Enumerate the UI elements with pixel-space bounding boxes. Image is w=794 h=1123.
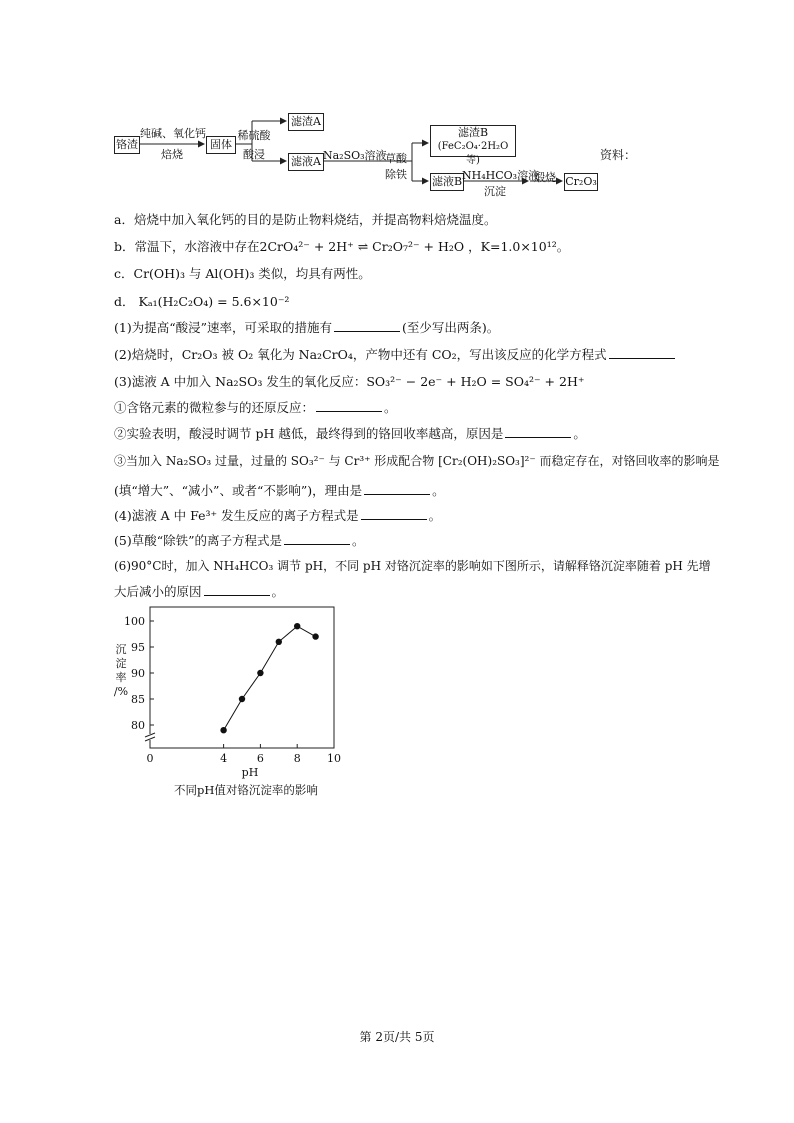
- question-6: (6)90°C时，加入 NH₄HCO₃ 调节 pH，不同 pH 对铬沉淀率的影响如下图所示，请解释铬沉淀率随着 pH 先增: [114, 559, 711, 573]
- q3-1-text: ①含铬元素的微粒参与的还原反应：: [114, 400, 315, 415]
- question-5: [114, 531, 365, 549]
- answer-blank-6[interactable]: [204, 585, 270, 596]
- answer-blank-3-1[interactable]: [316, 401, 382, 412]
- residue-b-line2: (FeC₂O₄·2H₂O等): [437, 141, 509, 166]
- y-axis-label-char: 率: [115, 671, 127, 684]
- question-2: [114, 345, 677, 363]
- data-point: [239, 696, 245, 702]
- answer-blank-4[interactable]: [361, 509, 427, 520]
- y-tick-label: 85: [131, 693, 145, 706]
- label-na2so3: Na₂SO₃溶液: [323, 149, 387, 162]
- q1-tail: (至少写出两条)。: [402, 320, 500, 335]
- q3-2-period: 。: [573, 426, 586, 441]
- q1-text: (1)为提高“酸浸”速率，可采取的措施有: [114, 320, 332, 335]
- data-point: [294, 623, 300, 629]
- label-dilute-acid: 稀硫酸: [237, 129, 271, 142]
- question-3-2: [114, 424, 586, 442]
- q5-period: 。: [352, 533, 365, 548]
- data-point: [312, 633, 318, 639]
- chart-frame: [114, 607, 341, 779]
- node-solid: 固体: [206, 136, 236, 154]
- precipitation-rate-chart: [100, 600, 360, 790]
- y-tick-label: 90: [131, 667, 145, 680]
- q3-3b-period: 。: [432, 483, 445, 498]
- q4-period: 。: [428, 508, 442, 523]
- node-residue-a: 滤渣A: [288, 113, 324, 131]
- question-1: [114, 318, 499, 336]
- label-acid-leach: 酸浸: [243, 148, 265, 161]
- material-d: d． Kₐ₁(H₂C₂O₄) = 5.6×10⁻²: [114, 294, 290, 309]
- node-cr2o3: Cr₂O₃: [564, 173, 598, 191]
- data-point: [257, 670, 263, 676]
- label-precipitate: 沉淀: [484, 185, 506, 198]
- x-tick-label: 4: [220, 752, 228, 765]
- data-point: [276, 639, 282, 645]
- q2-text: (2)焙烧时，Cr₂O₃ 被 O₂ 氧化为 Na₂CrO₄，产物中还有 CO₂，写出该反应的化学方程式: [114, 347, 607, 362]
- question-6b: [114, 582, 284, 600]
- label-iron-removal: 除铁: [385, 168, 407, 181]
- data-point: [220, 727, 226, 733]
- node-residue-b: [430, 125, 516, 166]
- label-roast: 焙烧: [161, 148, 183, 161]
- y-tick-label: 100: [124, 615, 145, 628]
- q3-3b-text: (填“增大”、“减小”、或者“不影响”)，理由是: [114, 483, 363, 498]
- label-calcine: 煅烧: [534, 171, 556, 184]
- question-3: (3)滤液 A 中加入 Na₂SO₃ 发生的氧化反应：SO₃²⁻ − 2e⁻ + H₂O = SO₄²⁻ + 2H⁺: [114, 374, 585, 389]
- y-tick-label: 95: [131, 641, 145, 654]
- node-filtrate-a: 滤液A: [288, 153, 324, 171]
- x-tick-label: 6: [256, 752, 264, 765]
- answer-blank-5[interactable]: [284, 534, 350, 545]
- node-chromium-slag: 铬渣: [114, 136, 140, 154]
- x-tick-label: 8: [293, 752, 301, 765]
- chart-title: 不同pH值对铬沉淀率的影响: [174, 783, 318, 797]
- chart-marks: [220, 623, 318, 733]
- x-tick-label: 0: [146, 752, 154, 765]
- question-3-3b: [114, 481, 445, 499]
- answer-blank-2[interactable]: [609, 348, 675, 359]
- label-soda-lime: 纯碱、氧化钙: [140, 127, 206, 140]
- page-footer: 第 2页/共 5页: [359, 1030, 435, 1044]
- reference-label: 资料：: [600, 148, 637, 162]
- label-oxalic-acid: 草酸: [385, 152, 407, 165]
- material-b: b．常温下，水溶液中存在2CrO₄²⁻ + 2H⁺ ⇌ Cr₂O₇²⁻ + H₂O ，K=1.0×10¹²。: [114, 239, 570, 254]
- x-tick-label: 10: [327, 752, 341, 765]
- question-4: [114, 506, 441, 524]
- x-axis-label: pH: [241, 766, 259, 779]
- q6b-text: 大后减小的原因: [114, 584, 202, 599]
- question-3-1: [114, 398, 397, 416]
- material-a: a．焙烧中加入氧化钙的目的是防止物料烧结，并提高物料焙烧温度。: [114, 212, 497, 227]
- residue-b-line1: 滤渣B: [457, 126, 489, 139]
- y-axis-label-char: /%: [113, 685, 129, 698]
- label-nh4hco3: NH₄HCO₃溶液: [462, 169, 540, 182]
- q4-text: (4)滤液 A 中 Fe³⁺ 发生反应的离子方程式是: [114, 508, 359, 523]
- material-c: c．Cr(OH)₃ 与 Al(OH)₃ 类似，均具有两性。: [114, 266, 371, 281]
- y-tick-label: 80: [131, 719, 145, 732]
- y-axis-label-char: 沉: [115, 643, 127, 656]
- q5-text: (5)草酸“除铁”的离子方程式是: [114, 533, 282, 548]
- node-filtrate-b: 滤液B: [430, 173, 464, 191]
- question-3-3: ③当加入 Na₂SO₃ 过量，过量的 SO₃²⁻ 与 Cr³⁺ 形成配合物 [Cr₂(OH)₂SO₃]²⁻ 而稳定存在，对铬回收率的影响是: [114, 454, 720, 468]
- q6b-period: 。: [271, 584, 285, 599]
- series-line: [224, 626, 316, 730]
- q3-2-text: ②实验表明，酸浸时调节 pH 越低，最终得到的铬回收率越高，原因是: [114, 426, 504, 441]
- y-axis-label-char: 淀: [115, 657, 127, 670]
- q3-1-period: 。: [384, 400, 397, 415]
- answer-blank-3-3[interactable]: [364, 484, 430, 495]
- answer-blank-3-2[interactable]: [505, 427, 571, 438]
- plot-border: [150, 607, 334, 748]
- answer-blank-1[interactable]: [334, 321, 400, 332]
